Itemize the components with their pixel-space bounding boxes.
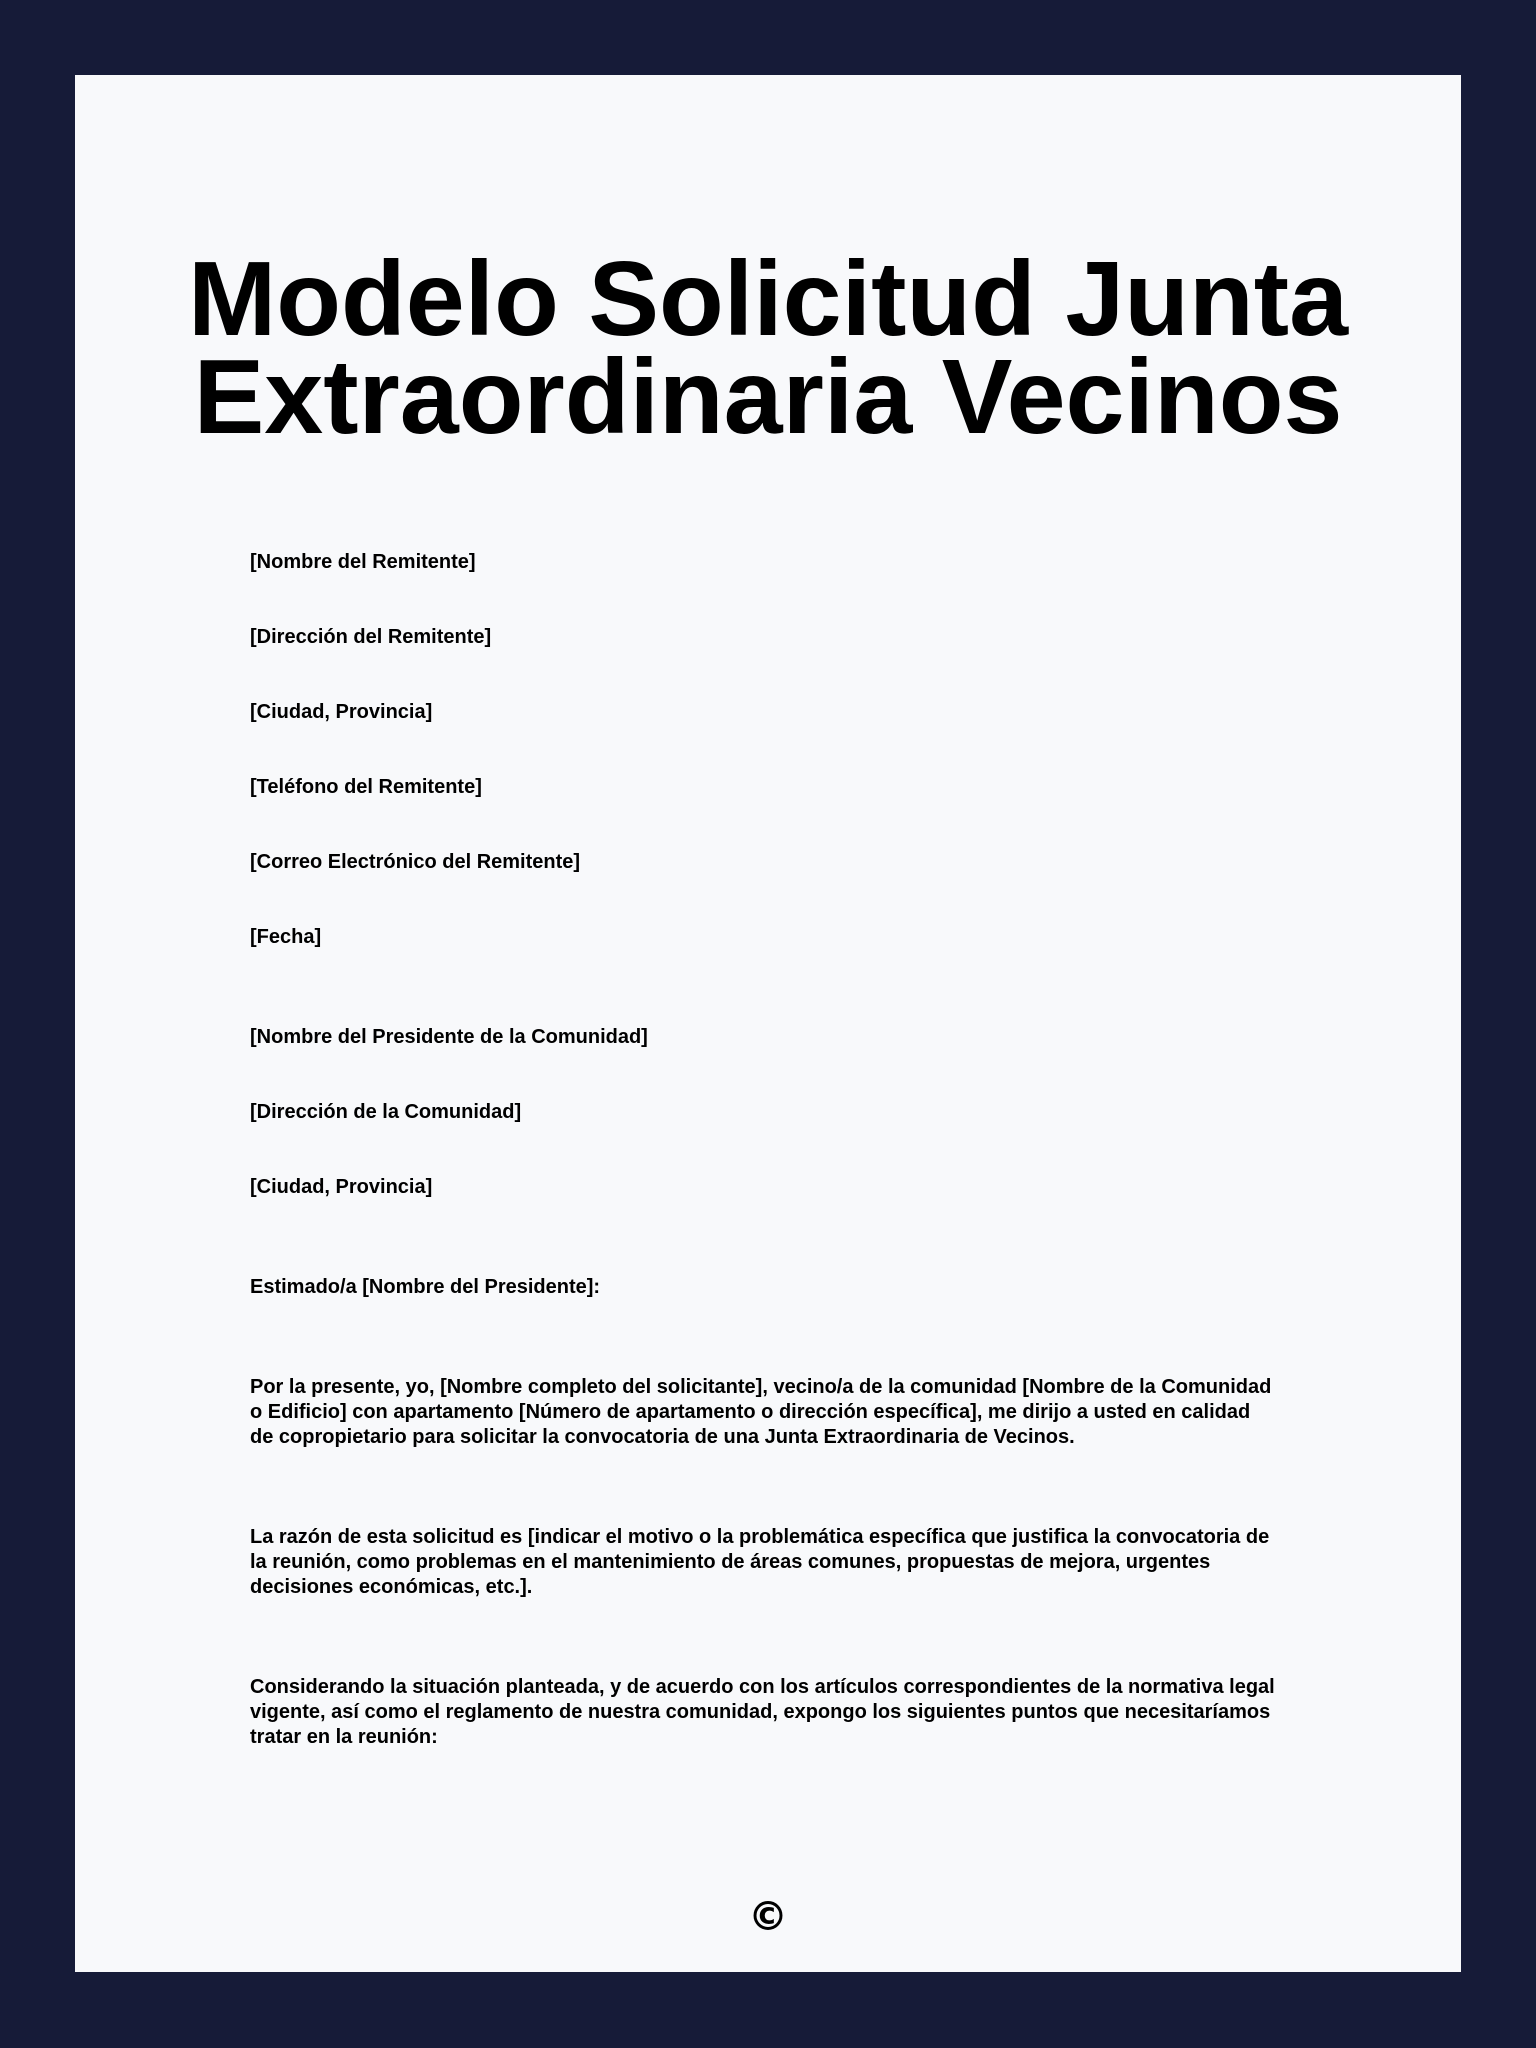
paragraph-line: Por la presente, yo, [Nombre completo del solicitante], vecino/a de la comunidad [Nombre de la Comunidad <box>250 1376 1272 1398</box>
paragraph-line: decisiones económicas, etc.]. <box>250 1576 533 1598</box>
document-page <box>75 75 1461 1972</box>
sender-address: [Dirección del Remitente] <box>250 626 492 648</box>
title-line-1: Modelo Solicitud Junta <box>187 240 1349 358</box>
recipient-address: [Dirección de la Comunidad] <box>250 1101 522 1123</box>
body-paragraph <box>250 1525 1290 1600</box>
sender-email: [Correo Electrónico del Remitente] <box>250 851 581 873</box>
paragraph-line: Considerando la situación planteada, y de acuerdo con los artículos correspondientes de la normativa legal <box>250 1676 1275 1698</box>
paragraph-line: tratar en la reunión: <box>250 1726 438 1748</box>
paragraph-line: la reunión, como problemas en el mantenimiento de áreas comunes, propuestas de mejora, urgentes <box>250 1551 1211 1573</box>
title-line-2: Extraordinaria Vecinos <box>193 338 1343 456</box>
body-paragraph <box>250 1375 1290 1450</box>
paragraph-line: vigente, así como el reglamento de nuestra comunidad, expongo los siguientes puntos que necesitaríamos <box>250 1701 1271 1723</box>
paragraph-line: de copropietario para solicitar la convocatoria de una Junta Extraordinaria de Vecinos. <box>250 1426 1075 1448</box>
letter-date: [Fecha] <box>250 926 322 948</box>
recipient-city: [Ciudad, Provincia] <box>250 1176 433 1198</box>
sender-city: [Ciudad, Provincia] <box>250 701 433 723</box>
body-paragraph <box>250 1675 1290 1750</box>
document-title <box>75 240 1461 456</box>
paragraph-line: La razón de esta solicitud es [indicar el motivo o la problemática específica que justifica la convocatoria de <box>250 1526 1270 1548</box>
paragraph-line: o Edificio] con apartamento [Número de apartamento o dirección específica], me dirijo a usted en calidad <box>250 1401 1251 1423</box>
copyright-icon: © <box>748 1894 788 1940</box>
letter-greeting: Estimado/a [Nombre del Presidente]: <box>250 1276 601 1298</box>
sender-name: [Nombre del Remitente] <box>250 551 476 573</box>
sender-phone: [Teléfono del Remitente] <box>250 776 482 798</box>
recipient-name: [Nombre del Presidente de la Comunidad] <box>250 1026 648 1048</box>
